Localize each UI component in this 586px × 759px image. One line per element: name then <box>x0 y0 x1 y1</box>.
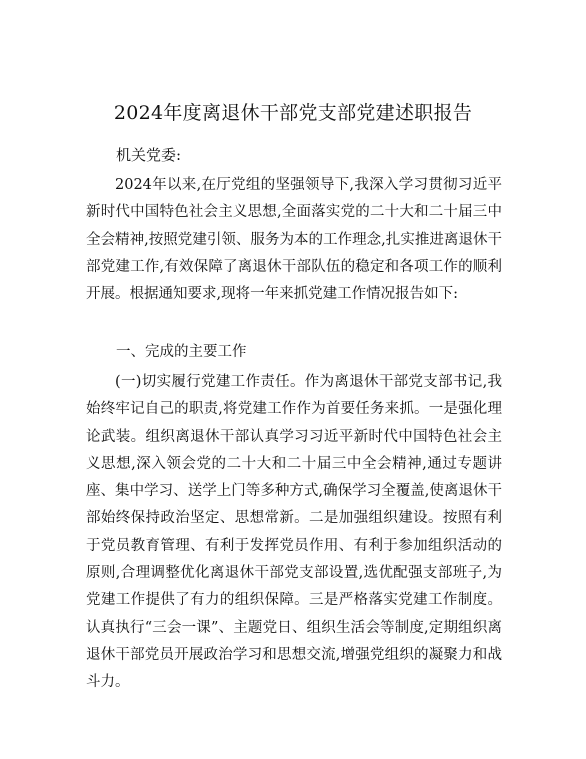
section-heading: 一、完成的主要工作 <box>116 344 247 360</box>
body-paragraph: (一)切实履行党建工作责任。作为离退休干部党支部书记,我始终牢记自己的职责,将党建工作作为首要任务来抓。一是强化理论武装。组织离退休干部认真学习习近平新时代中国特色社会主义思想,深入领会党的二十大和二十届三中全会精神,通过专题讲座、集中学习、送学上门等多种方式,确保学习全覆盖,使离退休干部始终保持政治坚定、思想常新。二是加强组织建设。按照有利于党员教育管理、有利于发挥党员作用、有利于参加组织活动的原则,合理调整优化离退休干部党支部设置,选优配强支部班子,为党建工作提供了有力的组织保障。三是严格落实党建工作制度。认真执行“三会一课”、主题党日、组织生活会等制度,定期组织离退休干部党员开展政治学习和思想交流,增强党组织的凝聚力和战斗力。 <box>86 374 502 691</box>
document-title: 2024年度离退休干部党支部党建述职报告 <box>113 102 473 124</box>
addressee: 机关党委: <box>116 146 182 164</box>
intro-paragraph: 2024年以来,在厅党组的坚强领导下,我深入学习贯彻习近平新时代中国特色社会主义思想,全面落实党的二十大和二十届三中全会精神,按照党建引领、服务为本的工作理念,扎实推进离退休干部党建工作,有效保障了离退休干部队伍的稳定和各项工作的顺利开展。根据通知要求,现将一年来抓党建工作情况报告如下: <box>86 177 502 303</box>
